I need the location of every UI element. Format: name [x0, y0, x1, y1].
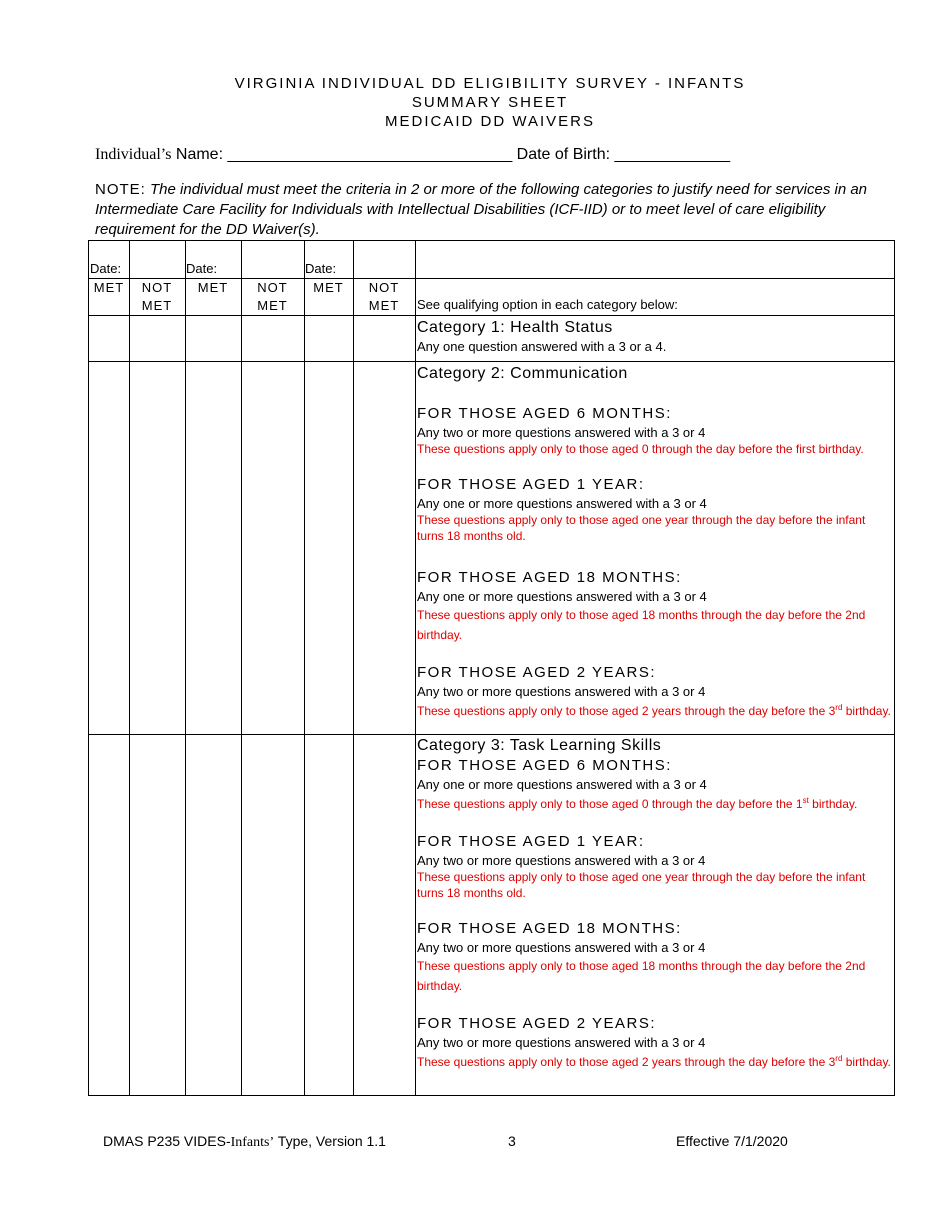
note-text: These questions apply only to those aged 0 through the day before the 1: [417, 797, 803, 811]
title-line-1: VIRGINIA INDIVIDUAL DD ELIGIBILITY SURVEY - INFANTS: [234, 75, 746, 92]
age-note: These questions apply only to those aged 18 months through the day before the 2nd birthday.: [417, 608, 866, 642]
col-divider: [241, 241, 242, 1095]
not-label: NOT: [141, 280, 173, 295]
not-label: NOT: [368, 280, 400, 295]
date-label-3: Date:: [305, 261, 337, 276]
category-2-title: Category 2: Communication: [417, 365, 628, 382]
row-divider: [89, 734, 894, 735]
summary-table: [88, 240, 895, 1096]
category-1: [417, 318, 893, 355]
age-heading: FOR THOSE AGED 2 YEARS:: [417, 1015, 657, 1032]
row-divider: [89, 361, 894, 362]
note-superscript: rd: [835, 1054, 843, 1063]
date-label-2: Date:: [186, 261, 218, 276]
col-divider: [129, 241, 130, 1095]
identity-fields: [95, 146, 730, 164]
note-superscript: st: [802, 796, 809, 805]
footer-form-id: [103, 1133, 386, 1151]
category-1-title: Category 1: Health Status: [417, 319, 613, 336]
col-divider: [415, 241, 416, 1095]
eligibility-note: [95, 180, 885, 240]
age-note: These questions apply only to those aged one year through the day before the infant turns 18 months old.: [417, 513, 866, 543]
age-rule: Any two or more questions answered with a 3 or 4: [417, 684, 706, 699]
category-2: [417, 364, 893, 719]
category-3: [417, 736, 893, 1070]
age-note: [417, 793, 893, 812]
age-rule: Any two or more questions answered with a 3 or 4: [417, 1035, 706, 1050]
category-1-rule: Any one question answered with a 3 or a 4.: [417, 339, 667, 354]
form-type: Infants’: [230, 1135, 275, 1150]
footer-effective-date: Effective 7/1/2020: [676, 1133, 788, 1149]
met-label: MET: [257, 298, 288, 313]
age-heading: FOR THOSE AGED 1 YEAR:: [417, 833, 645, 850]
age-heading: FOR THOSE AGED 1 YEAR:: [417, 476, 645, 493]
not-label: NOT: [257, 280, 288, 295]
age-heading: FOR THOSE AGED 6 MONTHS:: [417, 757, 672, 774]
not-met-header-1: [129, 279, 185, 315]
document-title: [0, 74, 950, 131]
age-rule: Any one or more questions answered with a 3 or 4: [417, 496, 707, 511]
title-line-2: SUMMARY SHEET: [411, 94, 569, 111]
met-header-2: MET: [197, 280, 229, 295]
not-met-header-2: [241, 279, 304, 315]
age-rule: Any one or more questions answered with a 3 or 4: [417, 777, 707, 792]
met-header-1: MET: [93, 280, 125, 295]
age-heading: FOR THOSE AGED 18 MONTHS:: [417, 569, 682, 586]
age-heading: FOR THOSE AGED 2 YEARS:: [417, 664, 657, 681]
age-heading: FOR THOSE AGED 6 MONTHS:: [417, 405, 672, 422]
col-divider: [185, 241, 186, 1095]
category-3-title: Category 3: Task Learning Skills: [417, 737, 662, 754]
dob-label: Date of Birth:: [516, 146, 611, 163]
note-text: The individual must meet the criteria in 2 or more of the following categories to justify need for services in an Intermediate Care Facility for Individuals with Intellectual Disabilities (ICF-IID) or to meet level of care eligibility requirement for the DD Waiver(s).: [95, 181, 868, 238]
note-text: These questions apply only to those aged 2 years through the day before the 3: [417, 704, 836, 718]
met-header-3: MET: [313, 280, 344, 295]
col-divider: [353, 241, 354, 1095]
name-label: Individual’s Name:: [95, 146, 224, 163]
not-met-header-3: [353, 279, 415, 315]
note-text: birthday.: [842, 1055, 891, 1069]
age-heading: FOR THOSE AGED 18 MONTHS:: [417, 920, 682, 937]
note-text: These questions apply only to those aged 2 years through the day before the 3: [417, 1055, 836, 1069]
dob-field[interactable]: _____________: [610, 146, 731, 163]
note-text: birthday.: [842, 704, 891, 718]
age-note: [417, 1051, 893, 1070]
title-line-3: MEDICAID DD WAIVERS: [385, 113, 595, 130]
age-note: These questions apply only to those aged 18 months through the day before the 2nd birthday.: [417, 959, 866, 993]
met-label: MET: [141, 298, 173, 313]
col-divider: [304, 241, 305, 1095]
age-note: These questions apply only to those aged 0 through the day before the first birthday.: [417, 442, 864, 456]
row-divider: [89, 315, 894, 316]
met-label: MET: [368, 298, 400, 313]
age-rule: Any one or more questions answered with a 3 or 4: [417, 589, 707, 604]
age-rule: Any two or more questions answered with a 3 or 4: [417, 425, 706, 440]
note-label: NOTE:: [95, 181, 146, 198]
note-text: birthday.: [808, 797, 858, 811]
see-option-header: See qualifying option in each category below:: [417, 297, 678, 312]
form-prefix: DMAS P235 VIDES-: [103, 1133, 231, 1149]
name-field[interactable]: ________________________________: [223, 146, 517, 163]
form-version: Type, Version 1.1: [274, 1133, 386, 1149]
note-superscript: rd: [835, 703, 843, 712]
age-rule: Any two or more questions answered with a 3 or 4: [417, 940, 706, 955]
age-rule: Any two or more questions answered with a 3 or 4: [417, 853, 706, 868]
age-note: These questions apply only to those aged one year through the day before the infant turns 18 months old.: [417, 870, 866, 900]
age-note: [417, 700, 893, 719]
footer-page-number: 3: [508, 1133, 516, 1149]
date-label-1: Date:: [90, 261, 122, 276]
